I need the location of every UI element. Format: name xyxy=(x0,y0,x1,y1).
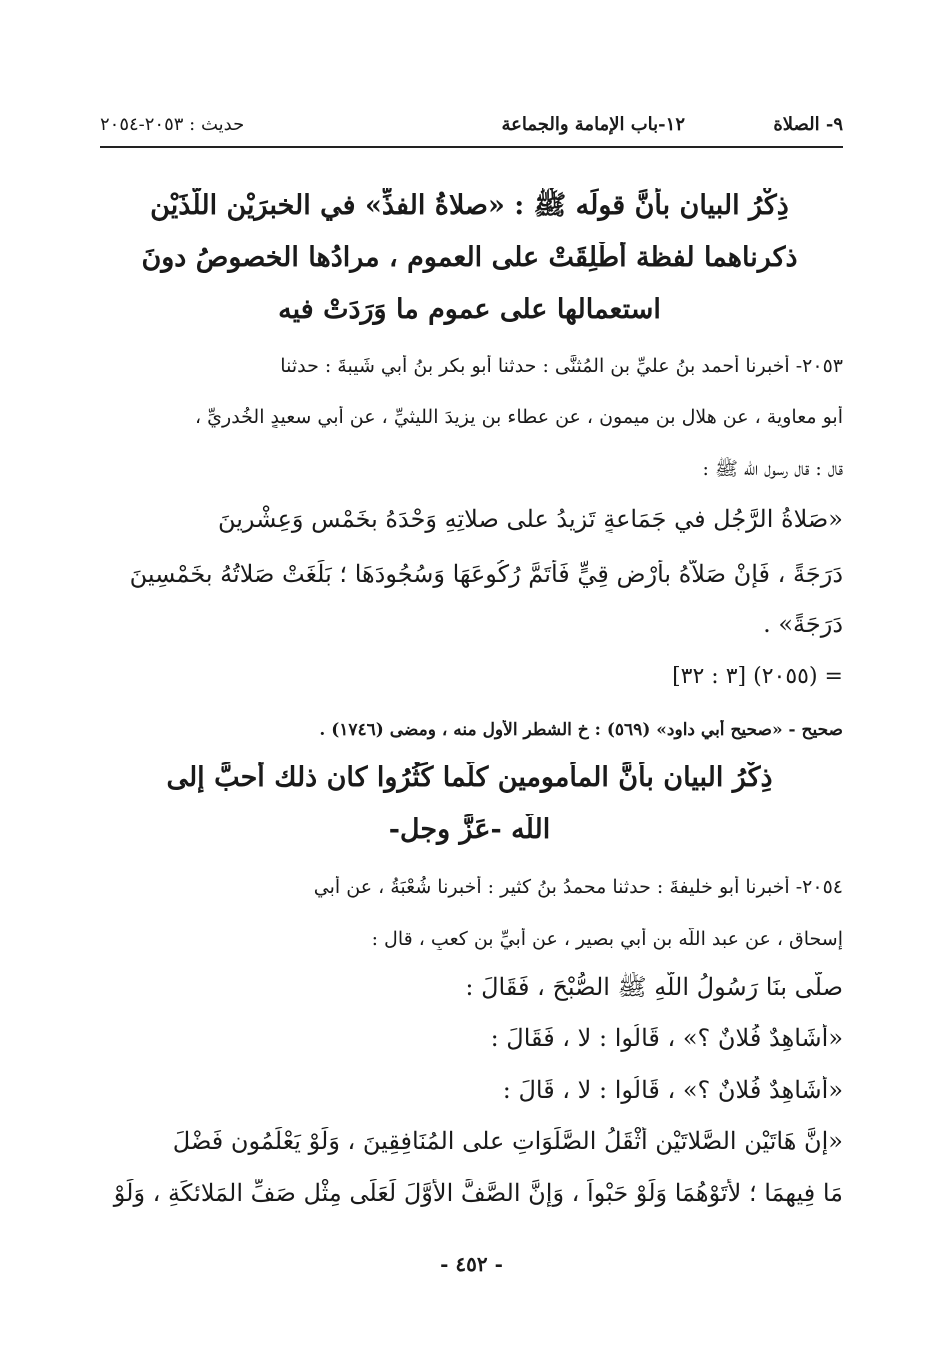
running-header xyxy=(100,110,843,144)
heading-line: استعمالها على عمومِ ما وَرَدَتْ فيه xyxy=(278,294,661,325)
page-number: - ٤٥٢ - xyxy=(440,1252,503,1276)
section-title: ١٢-باب الإمامة والجماعة xyxy=(501,114,685,135)
hadith-text-line: مَا فِيهِمَا ؛ لأَتَوْهُمَا وَلَوْ حَبْواً ، وَإِنَّ الصَّفَّ الأَوَّلَ لَعَلَى مِثْلِ صَفِّ المَلائكَةِ ، وَلَوْ xyxy=(113,1179,843,1207)
hadith-range: حديث : ٢٠٥٣-٢٠٥٤ xyxy=(100,114,245,135)
heading-line: ذكرناهما لفظة أُطْلِقَتْ على العمومِ ، مرادُها الخصوصُ دونَ xyxy=(141,242,798,273)
text-line: إسحاق ، عن عبد اللّه بن أبي بصير ، عن أبيِّ بن كعبٍ ، قال : xyxy=(371,928,843,950)
hadith-text-line: دَرَجَةً» . xyxy=(763,610,843,638)
text-line: قال : قال رسول اللّه ﷺ : xyxy=(702,458,843,480)
text-line: أبو معاوية ، عن هلال بن ميمون ، عن عطاء بن يزيدَ الليثيِّ ، عن أبي سعيدٍ الخُدريِّ ، xyxy=(194,406,843,428)
heading-line: ذِكْرُ البيان بأنَّ قولَه ﷺ : «صلاةُ الفذِّ» في الخبرَيْن اللَّذَيْن xyxy=(150,190,789,221)
chapter-title: ٩- الصلاة xyxy=(773,114,843,135)
cross-reference: = (٢٠٥٥) [٣ : ٣٢] xyxy=(672,664,843,689)
grading-note: صحيح - «صحيح أبي داود» (٥٦٩) : خ الشطر الأول منه ، ومضى (١٧٤٦) . xyxy=(319,720,843,740)
hadith-text-line: دَرَجَةً ، فَإِنْ صَلاَّهُ بأَرْضٍ قِيٍّ فَأَتَمَّ رُكُوعَهَا وَسُجُودَهَا ؛ بَلَغَتْ صَلاتُهُ بخَمْسِينَ xyxy=(129,560,843,588)
hadith-text-line: «أشَاهِدٌ فُلانٌ ؟» ، قَالُوا : لا ، قَالَ : xyxy=(502,1076,843,1104)
text-line: ٢٠٥٤- أخبرنا أبو خليفةَ : حدثنا محمدُ بنُ كثير : أخبرنا شُعْبَةُ ، عن أبي xyxy=(313,876,843,898)
hadith-text-line: «صَلاةُ الرَّجُلِ في جَمَاعةٍ تَزيدُ على صلاتِهِ وَحْدَهُ بخَمْسٍ وَعِشْرِينَ xyxy=(217,505,843,533)
hadith-text-line: «إنَّ هَاتَيْنِ الصَّلاتَيْنِ أَثْقَلُ الصَّلَوَاتِ على المُنَافِقِينَ ، وَلَوْ يَعْلَمُون فَضْلَ xyxy=(172,1127,843,1155)
hadith-text-line: «أشَاهِدٌ فُلانٌ ؟» ، قَالُوا : لا ، فَقَالَ : xyxy=(490,1024,843,1052)
heading-line: اللّه -عَزَّ وجل- xyxy=(388,814,551,845)
heading-line: ذِكْرُ البيان بأنَّ المأمومين كلَّما كَثُرُوا كان ذلك أحبَّ إلى xyxy=(166,762,773,793)
hadith-text-line: صلَّى بنَا رَسُولُ اللّهِ ﷺ الصُّبْحَ ، فَقَالَ : xyxy=(465,973,843,1001)
header-rule xyxy=(100,146,843,148)
text-line: ٢٠٥٣- أخبرنا أحمد بنُ عليِّ بن المُثنَّى : حدثنا أبو بكر بنُ أبي شَيبةَ : حدثنا xyxy=(280,355,843,377)
